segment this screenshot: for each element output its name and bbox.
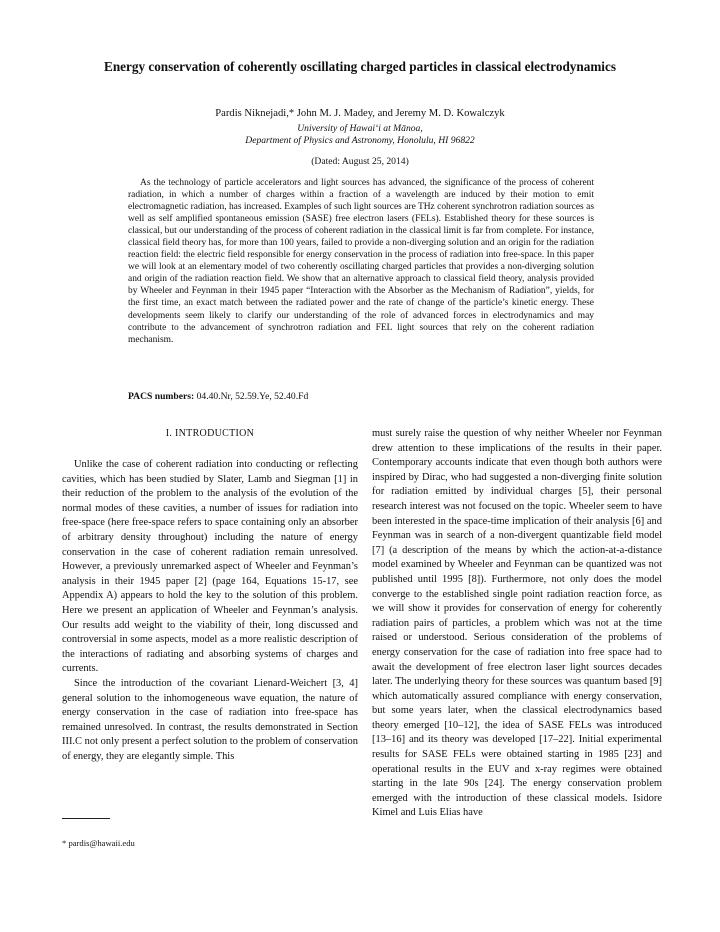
pacs-values: 04.40.Nr, 52.59.Ye, 52.40.Fd xyxy=(196,391,309,402)
intro-paragraph-2: Since the introduction of the covariant Lienard-Weichert [3, 4] general solution to the inhomogeneous wave equation, the nature of energy conservation in the case of radiation into free-space has remained unresolved. In contrast, the results demonstrated in Section III.C not only present a perfect solution to the problem of conservation of energy, they are elegantly simple. This xyxy=(62,677,358,762)
abstract: As the technology of particle accelerators and light sources has advanced, the significance of the process of coherent radiation, in which a number of charges within a fraction of a wavelength are induced by their motion to emit electromagnetic radiation, has increased. Examples of such light sources are THz coherent synchrotron radiation sources as well as self amplified spontaneous emission (SASE) free electron lasers (FELs). Established theory for these sources is classical, but our understanding of the process of coherent radiation in the classical limit is far from complete. For instance, classical field theory has, for more than 100 years, failed to provide a non-diverging solution and an origin for the radiation reaction field: the electric field responsible for energy conservation in the process of radiation into free-space. In this paper we will look at an elementary model of two coherently oscillating charged particles that provides a non-diverging solution and origin of the radiation reaction field. We show that an alternative approach to classical field theory, analysis provided by Wheeler and Feynman in their 1945 paper “Interaction with the Absorber as the Mechanism of Radiation”, yields, for the first time, an exact match between the radiated power and the rate of change of the particle’s kinetic energy. These developments seem likely to clarify our understanding of the role of advanced forces in electrodynamics and may contribute to the advancement of synchrotron radiation and FEL light sources that rely on the coherent radiation mechanism. xyxy=(128,178,594,345)
intro-paragraph-continued: must surely raise the question of why neither Wheeler nor Feynman drew attention to these implications of the results in their paper. Contemporary accounts indicate that even though both authors were inspired by Dirac, who had suggested a non-diverging finite solution for radiation emitted by individual charges [5], their personal research interest was not focused on the topic. Wheeler seem to have been interested in the space-time implication of their analysis [6] and Feynman was in search of a non-divergent quantizable field model [7] (a description of the means by which the action-at-a-distance model examined by Wheeler and Feynman can be quantized was not published until 1995 [8]). Furthermore, not only does the model converge to the established single point radiation reaction force, as we will show it provides for conservation of energy for coherently radiation pairs of particles, a problem which was not at the time raised or understood. Serious consideration of the problems of energy conservation for the case of radiation into free space had to await the development of free electron laser light sources decades later. The underlying theory for these sources was quantum based [9] which automatically assured compliance with energy conservation, but some years later, when the classical electrodynamics based theory emerged [10–12], the idea of SASE FELs was introduced [13–16] and its theory was developed [17–22]. Initial experimental results for SASE FELs were obtained starting in 1985 [23] and operational results in the EUV and x-ray regimes were obtained starting in the late 90s [24]. The energy conservation problem emerged with the introduction of these classical models. Isidore Kimel and Luis Elias have xyxy=(372,428,662,819)
right-column xyxy=(372,427,662,821)
footnote-email: * pardis@hawaii.edu xyxy=(62,838,135,848)
affiliation-university: University of Hawai‘i at Mānoa, xyxy=(297,123,423,134)
pacs-label: PACS numbers: xyxy=(128,391,195,402)
intro-paragraph-1: Unlike the case of coherent radiation into conducting or reflecting cavities, which has been studied by Slater, Lamb and Siegman [1] in their reduction of the problem to the analysis of the evolution of the normal modes of these cavities, a number of issues for radiation into free-space (here free-space refers to space containing only an absorber of arbitrary density throughout) including the nature of energy conservation in the case of coherent radiation remain unresolved. However, a previously unremarked aspect of Wheeler and Feynman’s analysis in their 1945 paper [2] (page 164, Equations 15-17, see Appendix A) appears to hold the key to the solution of this problem. Here we present an application of Wheeler and Feynman’s analysis. Our results add weight to the viability of their, long discussed and controversial in some aspects, model as a more realistic description of the interactions of radiating and absorbing systems of charges and currents. xyxy=(62,459,358,675)
author-list: Pardis Niknejadi,* John M. J. Madey, and Jeremy M. D. Kowalczyk xyxy=(215,108,505,119)
paper-title: Energy conservation of coherently oscillating charged particles in classical electrodynamics xyxy=(104,59,616,74)
dated-line: (Dated: August 25, 2014) xyxy=(311,156,409,167)
left-column xyxy=(62,458,358,764)
section-heading-introduction: I. INTRODUCTION xyxy=(165,428,255,439)
pacs-numbers xyxy=(128,390,594,403)
footnote-divider xyxy=(62,818,110,819)
affiliation-department: Department of Physics and Astronomy, Honolulu, HI 96822 xyxy=(245,135,475,146)
